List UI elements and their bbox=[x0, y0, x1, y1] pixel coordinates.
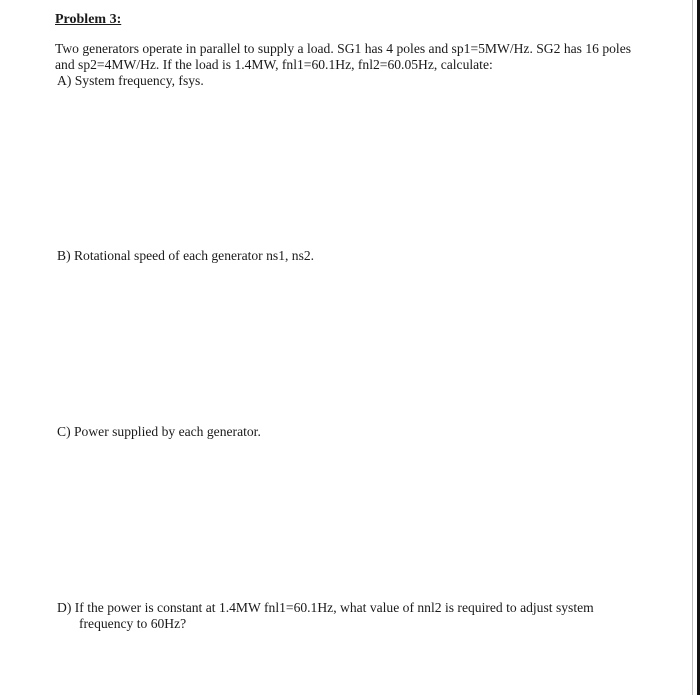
problem-title: Problem 3: bbox=[55, 12, 122, 27]
question-d-line-1: D) If the power is constant at 1.4MW fnl1=60.1Hz, what value of nnl2 is required to adjust system bbox=[57, 600, 594, 615]
question-a: A) System frequency, fsys. bbox=[57, 73, 204, 88]
question-d-line-2: frequency to 60Hz? bbox=[79, 616, 187, 631]
question-c: C) Power supplied by each generator. bbox=[57, 424, 261, 439]
question-b: B) Rotational speed of each generator ns1, ns2. bbox=[57, 248, 315, 263]
page-edge-line bbox=[692, 0, 693, 695]
intro-line-2: and sp2=4MW/Hz. If the load is 1.4MW, fnl1=60.1Hz, fnl2=60.05Hz, calculate: bbox=[55, 57, 493, 72]
intro-line-1: Two generators operate in parallel to supply a load. SG1 has 4 poles and sp1=5MW/Hz. SG2 has 16 poles bbox=[55, 41, 632, 56]
